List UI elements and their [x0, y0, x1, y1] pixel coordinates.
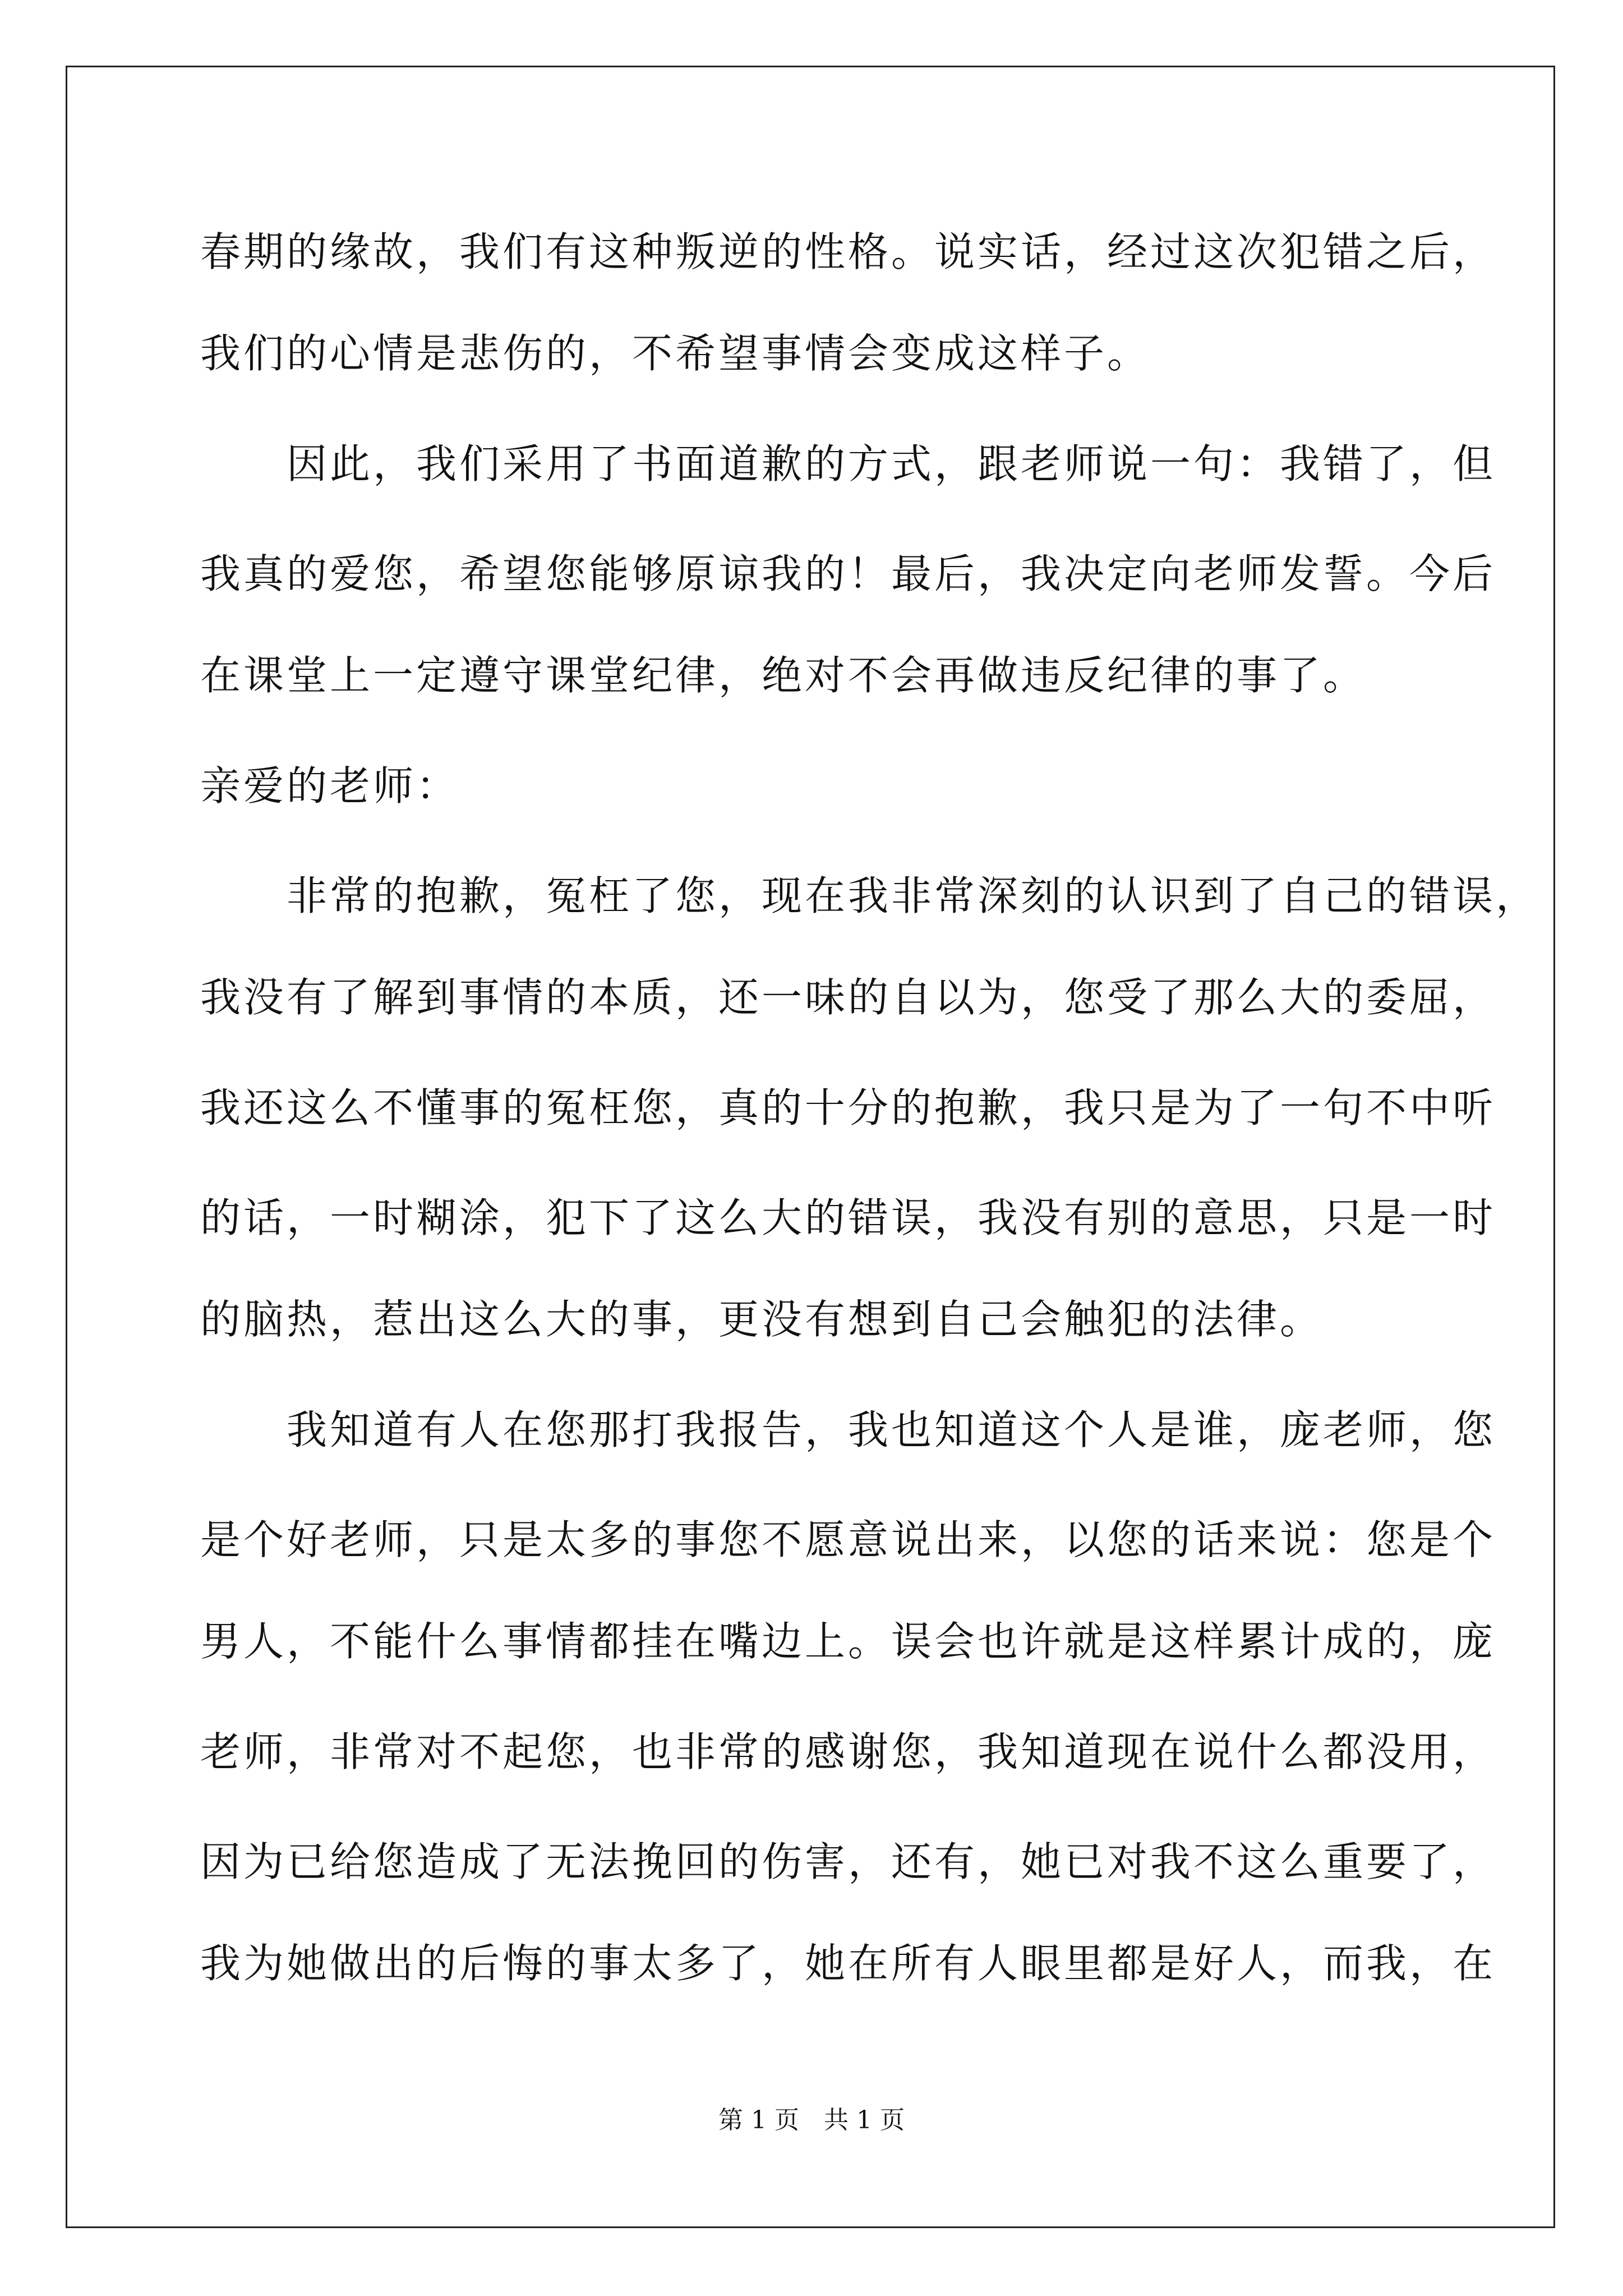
text-line: 我知道有人在您那打我报告，我也知道这个人是谁，庞老师，您	[200, 1406, 1496, 1453]
text-line: 是个好老师，只是太多的事您不愿意说出来，以您的话来说：您是个	[200, 1516, 1496, 1563]
text-line: 因为已给您造成了无法挽回的伤害，还有，她已对我不这么重要了，	[200, 1838, 1496, 1885]
text-line: 的脑热，惹出这么大的事，更没有想到自己会触犯的法律。	[200, 1296, 1324, 1343]
text-line: 我们的心情是悲伤的，不希望事情会变成这样子。	[200, 330, 1151, 377]
text-line: 的话，一时糊涂，犯下了这么大的错误，我没有别的意思，只是一时	[200, 1194, 1496, 1241]
text-line: 我为她做出的后悔的事太多了，她在所有人眼里都是好人，而我，在	[200, 1940, 1496, 1987]
text-line: 因此，我们采用了书面道歉的方式，跟老师说一句：我错了，但	[200, 440, 1496, 487]
text-line: 我还这么不懂事的冤枉您，真的十分的抱歉，我只是为了一句不中听	[200, 1084, 1496, 1131]
text-line: 我没有了解到事情的本质，还一味的自以为，您受了那么大的委屈，	[200, 974, 1496, 1021]
text-line: 老师，非常对不起您，也非常的感谢您，我知道现在说什么都没用，	[200, 1728, 1496, 1775]
salutation: 亲爱的老师：	[200, 762, 460, 809]
page-number-footer: 第 1 页 共 1 页	[718, 2106, 905, 2134]
text-line: 春期的缘故，我们有这种叛逆的性格。说实话，经过这次犯错之后，	[200, 228, 1496, 275]
page-border	[66, 66, 1555, 2228]
text-line: 男人，不能什么事情都挂在嘴边上。误会也许就是这样累计成的，庞	[200, 1618, 1496, 1665]
text-line: 在课堂上一定遵守课堂纪律，绝对不会再做违反纪律的事了。	[200, 652, 1367, 699]
text-line: 非常的抱歉，冤枉了您，现在我非常深刻的认识到了自己的错误，	[200, 872, 1539, 919]
text-line: 我真的爱您，希望您能够原谅我的！最后，我决定向老师发誓。今后	[200, 550, 1496, 597]
